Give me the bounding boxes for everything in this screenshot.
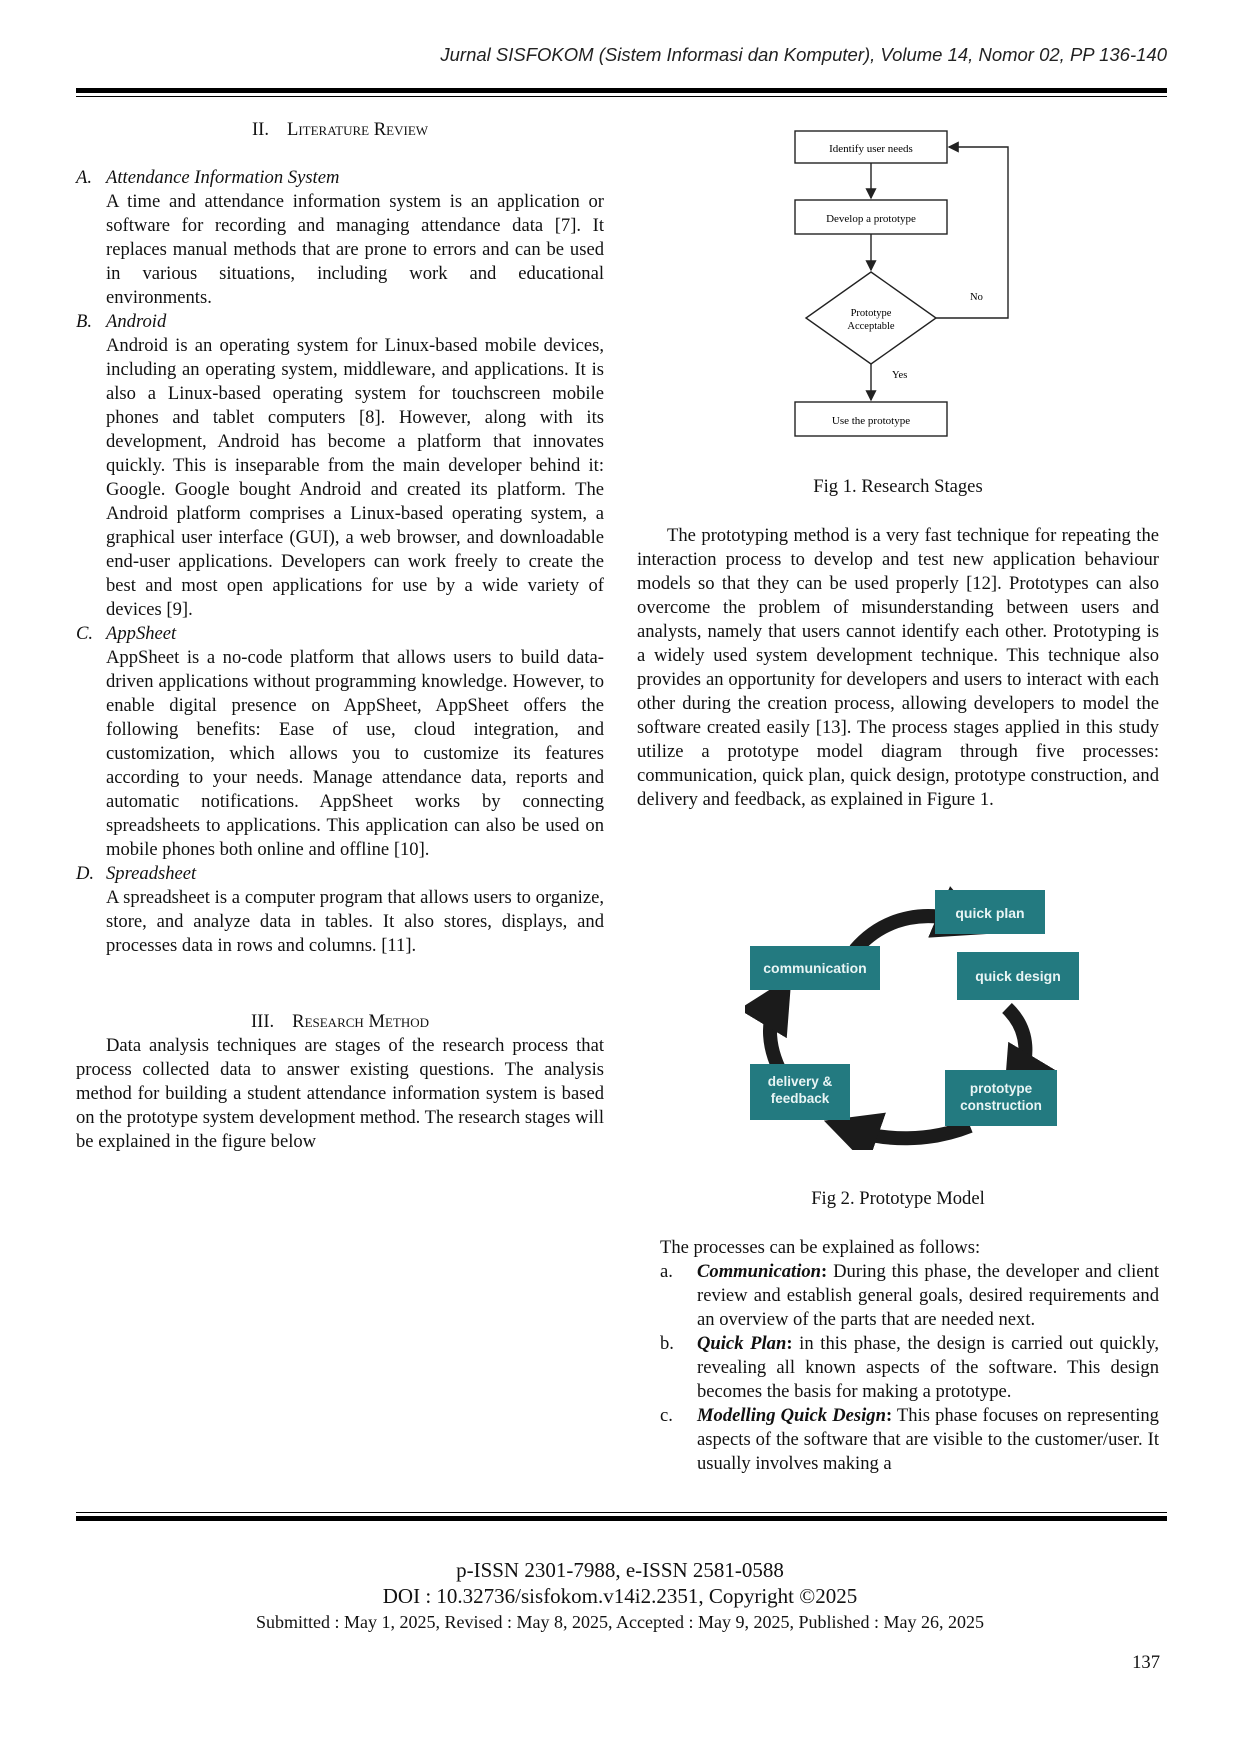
figure-research-stages-flowchart (790, 120, 1030, 450)
list-text: During this phase, the developer and client review and establish general goals, desired requirements and an overview of the parts that are needed next. (697, 1261, 1159, 1330)
list-text: in this phase, the design is carried out quickly, revealing all known aspects of the software. This design becomes the basis for making a prototype. (697, 1333, 1160, 1402)
subsection-heading-spreadsheet (76, 862, 604, 886)
cycle-label-delivery-1: delivery & (767, 1074, 833, 1089)
figure-prototype-model-cycle (745, 880, 1085, 1150)
cycle-label-prototype-2: construction (960, 1098, 1042, 1113)
section-heading-research-method (76, 1010, 604, 1034)
page-number: 137 (1132, 1652, 1160, 1673)
subsection-label: B. (76, 311, 93, 332)
flow-decision-label-2: Acceptable (847, 321, 895, 332)
subsection-body-attendance: A time and attendance information system is an application or software for recording and managing attendance data [7]. It replaces manual methods that are prone to errors and can be used in various situations, including work and educational environments. (106, 191, 604, 308)
prototyping-paragraph: The prototyping method is a very fast technique for repeating the interaction process to develop and test new application behaviour models so that they can be used properly [12]. Prototypes can also overcome the problem of misunderstanding between users and analysts, namely that users cannot identify each other. Prototyping is a widely used system development technique. This technique also provides an opportunity for developers and users to interact with each other during the creation process, allowing developers to model the software created easily [13]. The process stages applied in this study utilize a prototype model diagram through five processes: communication, quick plan, quick design, prototype construction, and delivery and feedback, as explained in Figure 1. (637, 525, 1159, 810)
cycle-label-delivery-2: feedback (770, 1091, 830, 1106)
list-term: Quick Plan (697, 1333, 787, 1354)
list-item (660, 1404, 1159, 1476)
cycle-label-communication: communication (763, 960, 867, 976)
figure2-caption: Fig 2. Prototype Model (811, 1188, 985, 1209)
list-marker: a. (660, 1261, 673, 1282)
journal-header-title: Jurnal SISFOKOM (Sistem Informasi dan Komputer), Volume 14, Nomor 02, PP 136-140 (440, 44, 1167, 65)
footer-rule-thick (76, 1516, 1167, 1521)
section-title: Literature Review (286, 119, 429, 140)
list-marker: b. (660, 1333, 674, 1354)
flow-node-develop-label: Develop a prototype (826, 213, 916, 225)
list-item (660, 1332, 1159, 1404)
list-term: Modelling Quick Design (697, 1405, 886, 1426)
processes-intro: The processes can be explained as follows: (660, 1237, 981, 1258)
footer-dates: Submitted : May 1, 2025, Revised : May 8, 2025, Accepted : May 9, 2025, Published : May 26, 2025 (256, 1612, 984, 1632)
subsection-heading-appsheet (76, 622, 604, 646)
flow-edge-no-label: No (970, 292, 983, 303)
cycle-label-prototype-1: prototype (969, 1081, 1033, 1096)
subsection-title: AppSheet (106, 623, 177, 644)
footer-doi: DOI : 10.32736/sisfokom.v14i2.2351, Copyright ©2025 (382, 1584, 858, 1608)
subsection-label: A. (76, 167, 93, 188)
subsection-title: Spreadsheet (106, 863, 197, 884)
subsection-label: C. (76, 623, 94, 644)
subsection-label: D. (76, 863, 95, 884)
section-title: Research Method (292, 1011, 430, 1032)
subsection-heading-android (76, 310, 604, 334)
cycle-arrow-bottom (845, 1126, 970, 1138)
prototyping-paragraph-block (637, 524, 1159, 812)
list-marker: c. (660, 1405, 673, 1426)
section-heading-literature-review (76, 118, 604, 142)
flow-decision-label-1: Prototype (850, 308, 892, 319)
subsection-title: Attendance Information System (106, 167, 340, 188)
subsection-body-appsheet: AppSheet is a no-code platform that allows users to build data-driven applications without programming knowledge. However, to enable digital presence on AppSheet, AppSheet offers the following benefits: Ease of use, cloud integration, and customization, which allows you to customize its features according to your needs. Manage attendance data, reports and automatic notifications. AppSheet works by connecting spreadsheets to applications. This application can also be used on mobile phones both online and offline [10]. (106, 647, 604, 860)
flow-node-identify-label: Identify user needs (829, 143, 913, 155)
flow-edge-yes-label: Yes (892, 370, 908, 381)
subsection-heading-attendance (76, 166, 604, 190)
footer-rule-thin (76, 1512, 1167, 1513)
figure1-caption: Fig 1. Research Stages (813, 476, 983, 497)
processes-list-block (660, 1236, 1159, 1476)
left-column (76, 118, 604, 1154)
list-colon: : (885, 1405, 893, 1426)
list-text: This phase focuses on representing aspects of the software that are visible to the customer/user. It usually involves making a (697, 1405, 1159, 1474)
research-method-paragraph: Data analysis techniques are stages of the research process that process collected data to answer existing questions. The analysis method for building a student attendance information system is based on the prototype system development method. The research stages will be explained in the figure below (76, 1035, 604, 1152)
flow-node-use-label: Use the prototype (831, 415, 911, 427)
list-colon: : (821, 1261, 828, 1282)
subsection-body-android: Android is an operating system for Linux-based mobile devices, including an operating system, middleware, and applications. It is also a Linux-based operating system for touchscreen mobile phones and tablet computers [8]. However, along with its development, Android has become a platform that innovates quickly. This is inseparable from the main developer behind it: Google. Google bought Android and created its platform. The Android platform comprises a Linux-based operating system, a graphical user interface (GUI), a web browser, and downloadable end-user applications. Developers can work freely to create the best and most open applications for use by a wide variety of devices [9]. (106, 335, 604, 620)
section-number: III. (250, 1011, 275, 1032)
header-rule-thin (76, 96, 1167, 97)
section-number: II. (251, 119, 269, 140)
cycle-label-quick-plan: quick plan (955, 905, 1025, 921)
subsection-body-spreadsheet: A spreadsheet is a computer program that allows users to organize, store, and analyze data in tables. It also stores, displays, and processes data in rows and columns. [11]. (106, 887, 604, 956)
list-colon: : (786, 1333, 793, 1354)
subsection-title: Android (106, 311, 167, 332)
list-item (660, 1260, 1159, 1332)
cycle-label-quick-design: quick design (975, 968, 1061, 984)
header-rule-thick (76, 88, 1167, 93)
footer-issn: p-ISSN 2301-7988, e-ISSN 2581-0588 (456, 1558, 784, 1582)
list-term: Communication (697, 1261, 821, 1282)
